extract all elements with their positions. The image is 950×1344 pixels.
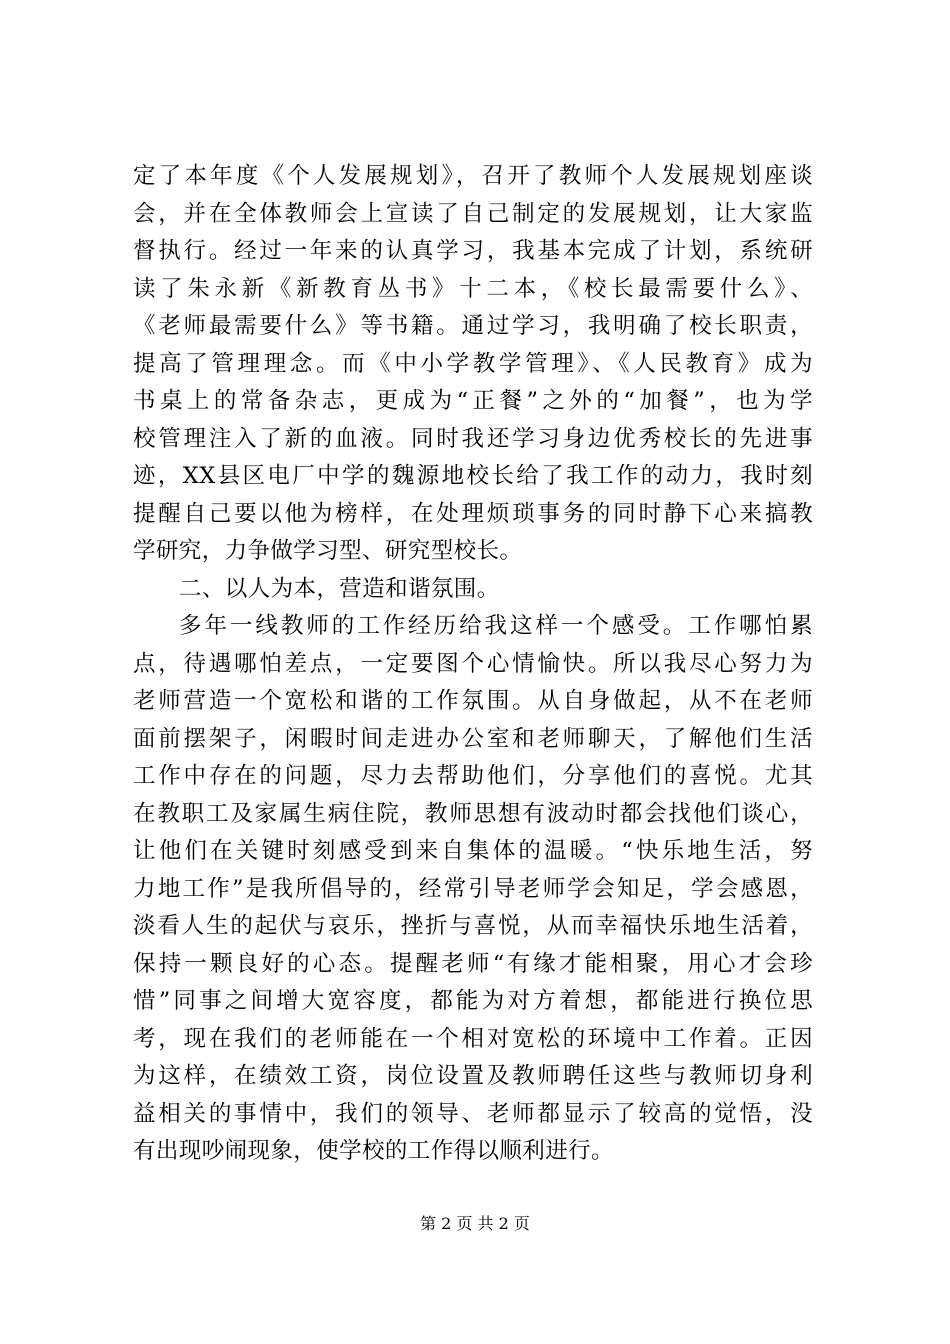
text-line: 书桌上的常备杂志，更成为“正餐”之外的“加餐”，也为学 (133, 388, 813, 414)
page-number-footer: 第 2 页 共 2 页 (420, 1214, 530, 1233)
text-line: 让他们在关键时刻感受到来自集体的温暖。“快乐地生活，努 (133, 838, 813, 864)
text-line: 督执行。经过一年来的认真学习，我基本完成了计划，系统研 (133, 238, 813, 264)
text-line: 点，待遇哪怕差点，一定要图个心情愉快。所以我尽心努力为 (133, 650, 813, 677)
text-line: 面前摆架子，闲暇时间走进办公室和老师聊天，了解他们生活 (133, 725, 813, 752)
text-line: 为这样，在绩效工资，岗位设置及教师聘任这些与教师切身利 (133, 1063, 813, 1089)
text-line: 迹，XX县区电厂中学的魏源地校长给了我工作的动力，我时刻 (133, 463, 813, 489)
paragraph-first-line: 多年一线教师的工作经历给我这样一个感受。工作哪怕累 (179, 613, 813, 639)
text-line: 提高了管理理念。而《中小学教学管理》、《人民教育》成为 (133, 350, 813, 377)
text-line: 会，并在全体教师会上宣读了自己制定的发展规划，让大家监 (133, 200, 813, 227)
text-line: 保持一颗良好的心态。提醒老师“有缘才能相聚，用心才会珍 (133, 950, 813, 977)
text-line: 惜”同事之间增大宽容度，都能为对方着想，都能进行换位思 (133, 988, 813, 1014)
paragraph-last-line: 学研究，力争做学习型、研究型校长。 (133, 538, 523, 564)
text-line: 益相关的事情中，我们的领导、老师都显示了较高的觉悟，没 (133, 1100, 813, 1127)
text-line: 定了本年度《个人发展规划》，召开了教师个人发展规划座谈 (133, 163, 813, 189)
text-line: 淡看人生的起伏与哀乐，挫折与喜悦，从而幸福快乐地生活着， (133, 913, 813, 939)
text-line: 校管理注入了新的血液。同时我还学习身边优秀校长的先进事 (133, 425, 813, 452)
paragraph-last-line: 有出现吵闹现象，使学校的工作得以顺利进行。 (133, 1138, 614, 1164)
text-line: 读了朱永新《新教育丛书》十二本，《校长最需要什么》、 (133, 275, 813, 302)
document-body (133, 158, 813, 1171)
text-line: 提醒自己要以他为榜样，在处理烦琐事务的同时静下心来搞教 (133, 500, 813, 527)
text-line: 考，现在我们的老师能在一个相对宽松的环境中工作着。正因 (133, 1025, 813, 1052)
text-line: 老师营造一个宽松和谐的工作氛围。从自身做起，从不在老师 (133, 688, 813, 714)
section-heading: 二、以人为本，营造和谐氛围。 (179, 575, 500, 602)
text-line: 工作中存在的问题，尽力去帮助他们，分享他们的喜悦。尤其 (133, 763, 813, 789)
text-line: 力地工作”是我所倡导的，经常引导老师学会知足，学会感恩， (133, 875, 813, 902)
text-line: 在教职工及家属生病住院，教师思想有波动时都会找他们谈心， (133, 800, 813, 827)
text-line: 《老师最需要什么》等书籍。通过学习，我明确了校长职责， (133, 313, 813, 339)
